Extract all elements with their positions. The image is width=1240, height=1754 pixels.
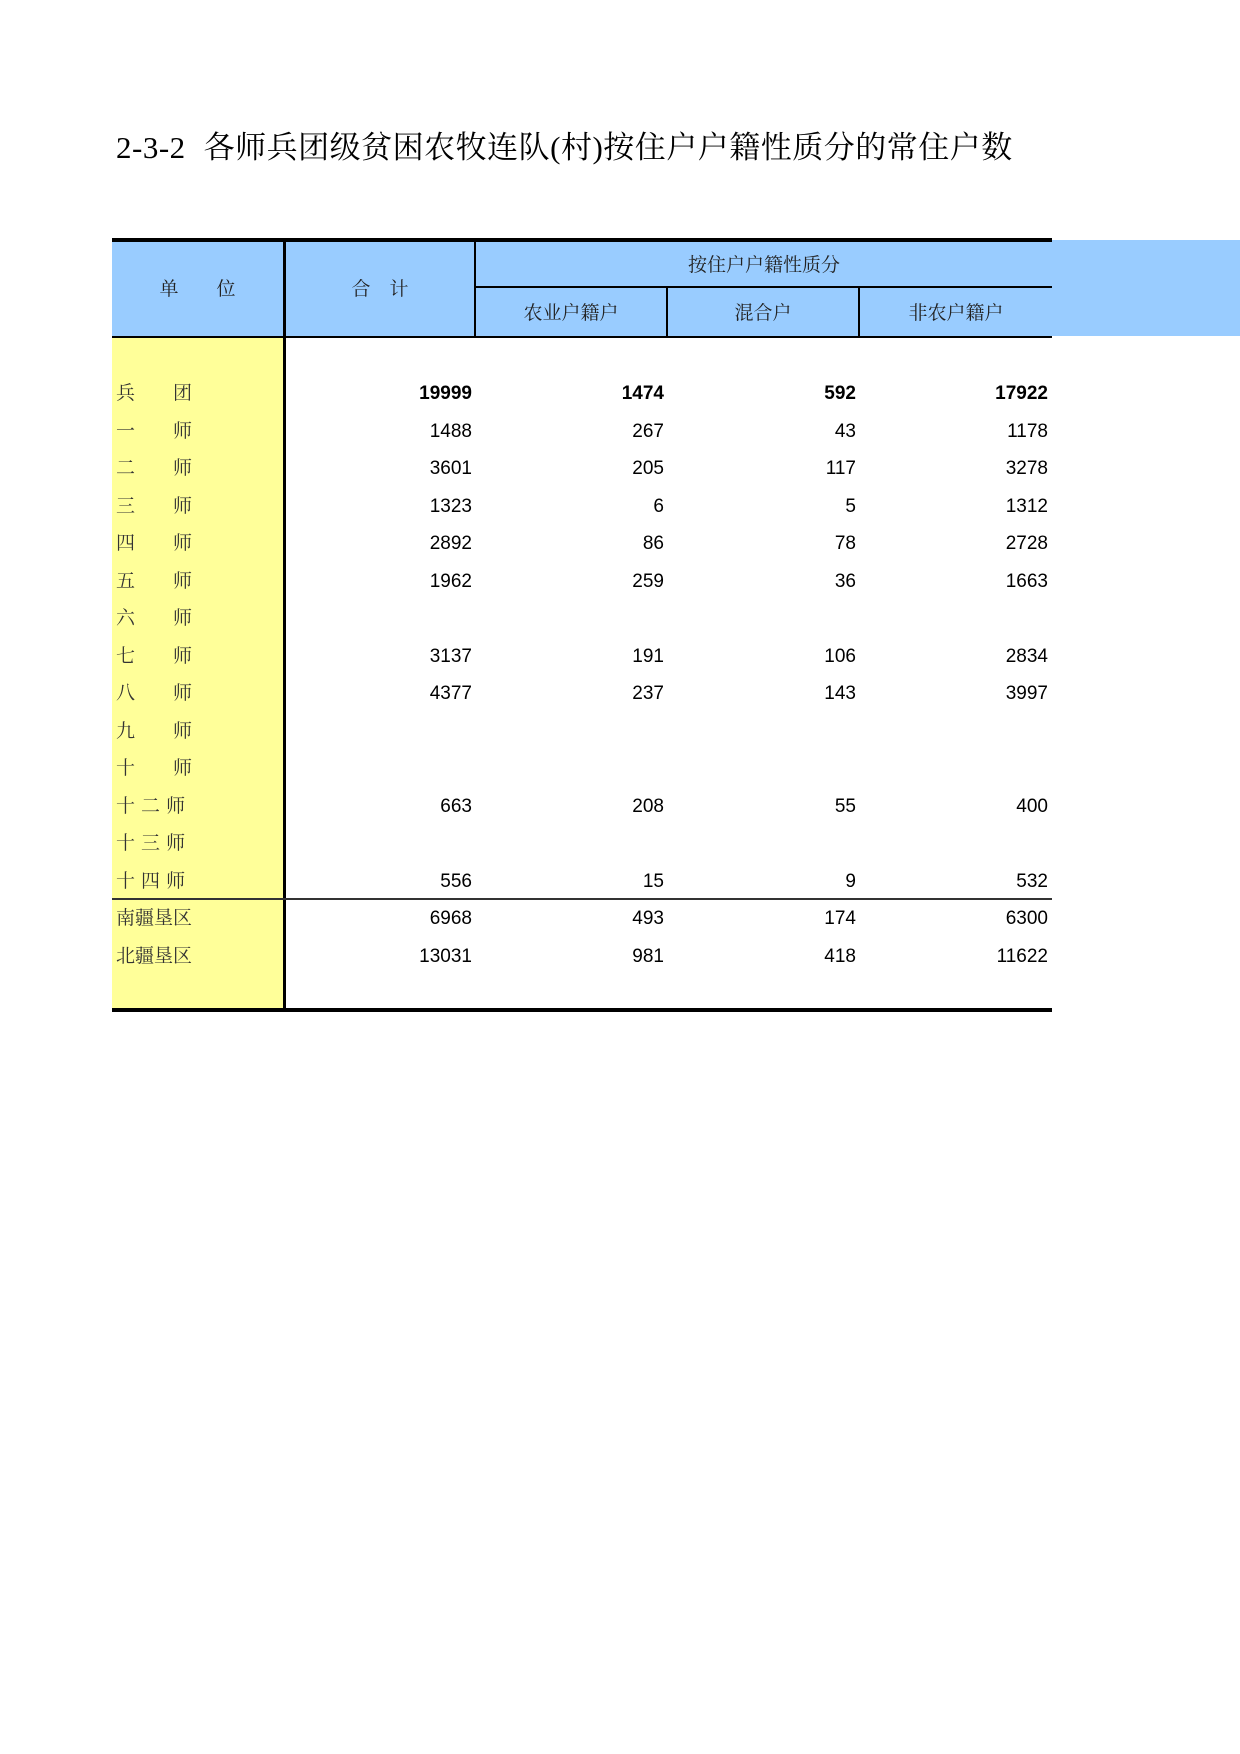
cell-agri: 191 <box>632 645 664 667</box>
cell-agri: 208 <box>632 795 664 817</box>
table-row <box>112 938 1052 975</box>
cell-nonagri: 1312 <box>1005 495 1048 517</box>
row-label: 兵 团 <box>116 382 193 404</box>
cell-mixed: 174 <box>824 908 856 929</box>
table-row <box>112 450 1052 487</box>
cell-mixed: 9 <box>845 870 856 892</box>
cell-nonagri: 17922 <box>995 383 1048 404</box>
cell-mixed: 143 <box>824 683 856 704</box>
cell-total: 1323 <box>429 495 472 517</box>
row-label: 十 师 <box>116 757 193 779</box>
table-bottom-border <box>112 1008 1052 1012</box>
row-label: 四 师 <box>116 532 193 554</box>
cell-nonagri: 1178 <box>1007 420 1048 442</box>
cell-nonagri: 1663 <box>1005 570 1048 592</box>
row-label: 七 师 <box>116 644 193 667</box>
cell-agri: 267 <box>632 420 664 442</box>
cell-total: 1962 <box>429 570 472 592</box>
cell-nonagri: 3278 <box>1005 458 1048 479</box>
cell-agri: 259 <box>632 570 664 592</box>
cell-mixed: 5 <box>845 495 856 517</box>
cell-mixed: 592 <box>824 383 856 404</box>
cell-total: 19999 <box>419 383 472 404</box>
column-header-total: 合 计 <box>351 278 409 300</box>
cell-total: 4377 <box>429 683 472 704</box>
row-label: 五 师 <box>116 569 193 592</box>
column-header-mixed: 混合户 <box>734 302 792 324</box>
table-row <box>112 563 1052 600</box>
cell-nonagri: 11622 <box>996 945 1048 967</box>
table-row <box>112 525 1052 562</box>
cell-mixed: 418 <box>824 945 856 967</box>
table-row <box>112 825 1052 862</box>
table-title-text: 各师兵团级贫困农牧连队(村)按住户户籍性质分的常住户数 <box>203 130 1013 165</box>
row-label: 三 师 <box>116 494 193 517</box>
row-label: 一 师 <box>116 419 193 442</box>
table-row <box>112 863 1052 900</box>
cell-agri: 86 <box>642 533 664 554</box>
table-row <box>112 413 1052 450</box>
page-title <box>116 122 1052 167</box>
table-row <box>112 788 1052 825</box>
cell-total: 1488 <box>429 420 472 442</box>
cell-agri: 493 <box>632 908 664 929</box>
column-header-nonagri: 非农户籍户 <box>908 302 1004 324</box>
row-label: 八 师 <box>116 682 193 704</box>
column-group-header: 按住户户籍性质分 <box>687 254 840 276</box>
cell-total: 556 <box>440 870 472 892</box>
cell-mixed: 36 <box>834 570 856 592</box>
cell-agri: 205 <box>632 458 664 479</box>
table-row <box>112 675 1052 712</box>
cell-nonagri: 532 <box>1016 870 1048 892</box>
table-row <box>112 750 1052 787</box>
cell-agri: 15 <box>642 870 664 892</box>
cell-nonagri: 2834 <box>1005 645 1048 667</box>
row-label: 南疆垦区 <box>116 907 193 929</box>
table-row <box>112 375 1052 412</box>
header-bottom-border <box>112 336 1052 338</box>
cell-mixed: 55 <box>834 795 856 817</box>
cell-agri: 1474 <box>621 383 664 404</box>
row-label: 六 师 <box>116 607 193 629</box>
cell-mixed: 43 <box>834 420 856 442</box>
table-row <box>112 713 1052 750</box>
cell-mixed: 106 <box>824 645 856 667</box>
cell-agri: 6 <box>653 495 664 517</box>
cell-nonagri: 2728 <box>1005 533 1048 554</box>
header-subdivider <box>474 286 1052 288</box>
row-label: 九 师 <box>116 719 193 742</box>
cell-mixed: 78 <box>834 533 856 554</box>
table-row <box>112 900 1052 937</box>
row-label: 十 二 师 <box>116 794 186 817</box>
cell-agri: 981 <box>632 945 664 967</box>
cell-nonagri: 400 <box>1016 795 1048 817</box>
cell-mixed: 117 <box>825 458 856 479</box>
table-row <box>112 600 1052 637</box>
table-row <box>112 488 1052 525</box>
column-header-unit: 单 位 <box>159 278 236 300</box>
row-label: 二 师 <box>116 457 193 479</box>
cell-total: 13031 <box>419 945 472 967</box>
cell-total: 663 <box>440 795 472 817</box>
cell-total: 3137 <box>429 645 472 667</box>
cell-nonagri: 3997 <box>1005 683 1048 704</box>
row-label: 十 四 师 <box>116 869 186 892</box>
table-row <box>112 638 1052 675</box>
cell-nonagri: 6300 <box>1005 908 1048 929</box>
row-label: 十 三 师 <box>116 832 186 854</box>
column-header-agri: 农业户籍户 <box>523 302 619 324</box>
cell-total: 2892 <box>429 533 472 554</box>
row-label: 北疆垦区 <box>116 944 193 967</box>
header-fill-extension <box>1052 240 1240 336</box>
cell-agri: 237 <box>632 683 664 704</box>
cell-total: 3601 <box>429 458 472 479</box>
cell-total: 6968 <box>429 908 472 929</box>
table-number: 2-3-2 <box>116 130 186 165</box>
